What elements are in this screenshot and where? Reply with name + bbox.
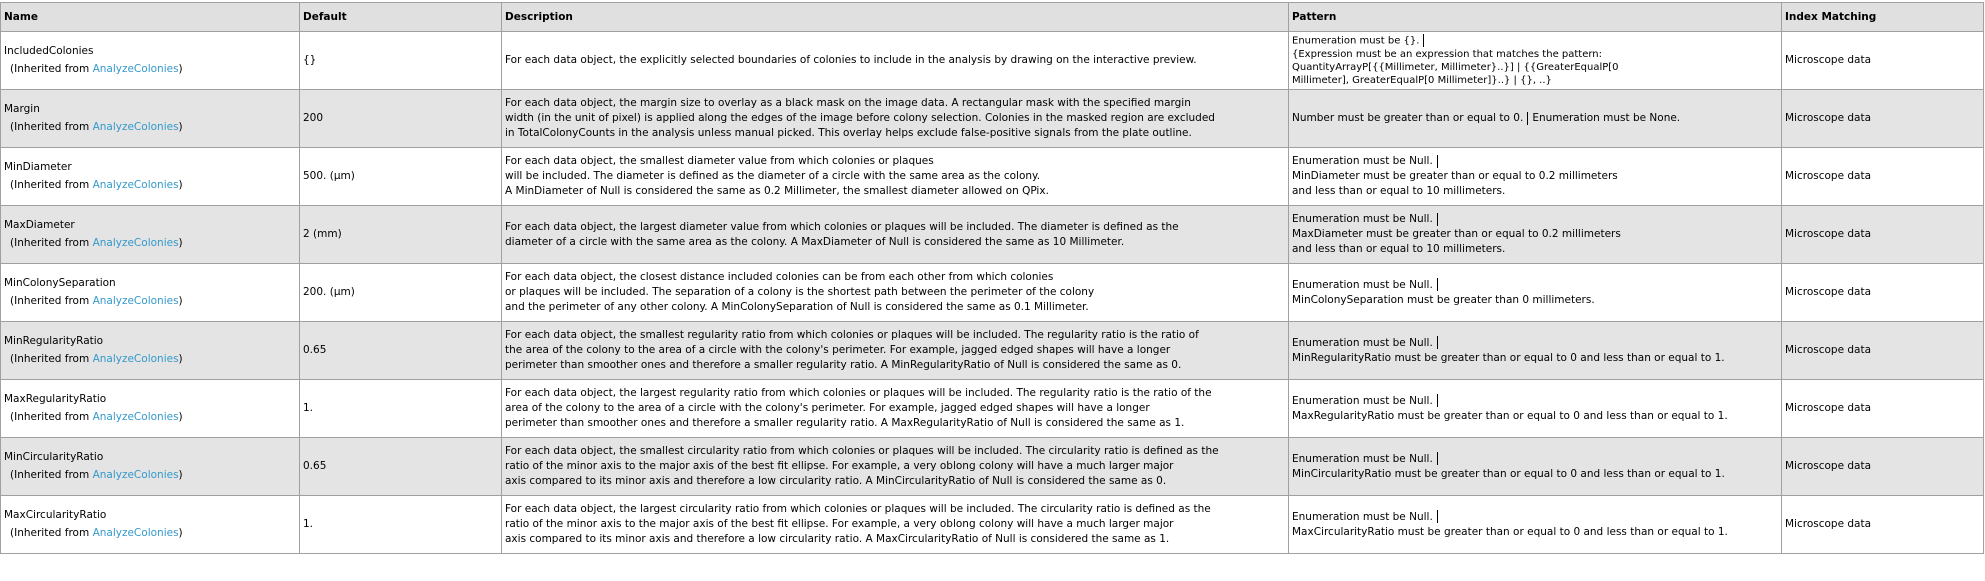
description-cell — [502, 438, 1289, 496]
pattern-line — [1292, 74, 1778, 87]
inherited-note — [4, 62, 296, 77]
inherited-prefix: (Inherited from — [10, 353, 93, 365]
description-line: ratio of the minor axis to the major axis of the best fit ellipse. For example, a very oblong colony will have a much larger major — [505, 518, 1174, 530]
pattern-separator — [1437, 394, 1438, 407]
description-cell — [502, 32, 1289, 90]
inherited-link[interactable]: AnalyzeColonies — [92, 295, 179, 307]
pattern-text: MinCircularityRatio must be greater than or equal to 0 and less than or equal to 1. — [1292, 467, 1725, 480]
default-value: 0.65 — [300, 322, 502, 380]
index-matching-value: Microscope data — [1782, 322, 1984, 380]
header-description: Description — [502, 3, 1289, 32]
option-name-cell — [1, 32, 300, 90]
pattern-separator — [1437, 155, 1438, 168]
option-name-cell — [1, 496, 300, 554]
table-body — [1, 32, 1984, 554]
inherited-prefix: (Inherited from — [10, 295, 93, 307]
header-index-matching: Index Matching — [1782, 3, 1984, 32]
inherited-prefix: (Inherited from — [10, 469, 93, 481]
description-line: area of the colony to the area of a circle with the colony's perimeter. For example, jagged edged shapes will have a longer — [505, 402, 1150, 414]
option-name: Margin — [4, 103, 40, 115]
pattern-line — [1292, 510, 1778, 525]
default-value: {} — [300, 32, 502, 90]
pattern-text: MinRegularityRatio must be greater than or equal to 0 and less than or equal to 1. — [1292, 351, 1725, 364]
pattern-text: Enumeration must be Null. — [1292, 213, 1433, 225]
index-matching-value: Microscope data — [1782, 206, 1984, 264]
pattern-line — [1292, 409, 1778, 424]
pattern-text: MinColonySeparation must be greater than 0 millimeters. — [1292, 293, 1595, 306]
pattern-line — [1292, 227, 1778, 242]
option-name: MinRegularityRatio — [4, 335, 104, 347]
option-name-cell — [1, 322, 300, 380]
inherited-prefix: (Inherited from — [10, 63, 93, 75]
header-pattern: Pattern — [1289, 3, 1782, 32]
inherited-note — [4, 352, 296, 367]
description-line: will be included. The diameter is defined as the diameter of a circle with the same area as the colony. — [505, 170, 1041, 182]
description-cell — [502, 264, 1289, 322]
inherited-note — [4, 468, 296, 483]
table-row — [1, 322, 1984, 380]
pattern-separator — [1423, 34, 1424, 47]
inherited-suffix: ) — [178, 469, 183, 481]
option-name-cell — [1, 148, 300, 206]
pattern-separator — [1437, 510, 1438, 523]
table-row — [1, 32, 1984, 90]
option-name: IncludedColonies — [4, 45, 94, 57]
option-name-cell — [1, 264, 300, 322]
index-matching-value: Microscope data — [1782, 32, 1984, 90]
pattern-line — [1292, 111, 1778, 126]
description-line: width (in the unit of pixel) is applied along the edges of the image before colony selection. Colonies in the masked region are excluded — [505, 112, 1215, 124]
description-cell — [502, 206, 1289, 264]
pattern-line — [1292, 467, 1778, 482]
inherited-note — [4, 410, 296, 425]
pattern-text: Enumeration must be {}. — [1292, 35, 1420, 47]
description-cell — [502, 496, 1289, 554]
inherited-suffix: ) — [178, 63, 183, 75]
description-line: the area of the colony to the area of a circle with the colony's perimeter. For example, jagged edged shapes will have a longer — [505, 344, 1171, 356]
option-name-cell — [1, 90, 300, 148]
header-name: Name — [1, 3, 300, 32]
pattern-line — [1292, 212, 1778, 227]
inherited-link[interactable]: AnalyzeColonies — [92, 179, 179, 191]
pattern-text: MaxCircularityRatio must be greater than or equal to 0 and less than or equal to 1. — [1292, 525, 1728, 538]
pattern-cell — [1289, 322, 1782, 380]
table-row — [1, 148, 1984, 206]
pattern-text: MinDiameter must be greater than or equal to 0.2 millimeters — [1292, 170, 1618, 182]
description-cell — [502, 148, 1289, 206]
index-matching-value: Microscope data — [1782, 264, 1984, 322]
inherited-prefix: (Inherited from — [10, 179, 93, 191]
pattern-text: and less than or equal to 10 millimeters. — [1292, 243, 1506, 255]
description-line: axis compared to its minor axis and therefore a low circularity ratio. A MinCircularityRatio of Null is considered the same as 0. — [505, 475, 1167, 487]
pattern-line — [1292, 154, 1778, 169]
option-name-cell — [1, 380, 300, 438]
pattern-line — [1292, 242, 1778, 257]
index-matching-value: Microscope data — [1782, 496, 1984, 554]
pattern-text: MaxRegularityRatio must be greater than or equal to 0 and less than or equal to 1. — [1292, 409, 1728, 422]
pattern-cell — [1289, 206, 1782, 264]
description-line: For each data object, the smallest circularity ratio from which colonies or plaques will be included. The circularity ratio is defined as the — [505, 445, 1219, 457]
default-value: 200. (μm) — [300, 264, 502, 322]
default-value: 500. (μm) — [300, 148, 502, 206]
inherited-suffix: ) — [178, 295, 183, 307]
description-line: in TotalColonyCounts in the analysis unless manual picked. This overlay helps exclude false-positive signals from the plate outline. — [505, 127, 1192, 139]
pattern-line — [1292, 351, 1778, 366]
description-line: perimeter than smoother ones and therefore a smaller regularity ratio. A MinRegularityRatio of Null is considered the same as 0. — [505, 359, 1182, 371]
pattern-line — [1292, 184, 1778, 199]
inherited-note — [4, 526, 296, 541]
option-name: MinColonySeparation — [4, 277, 116, 289]
index-matching-value: Microscope data — [1782, 380, 1984, 438]
pattern-line — [1292, 394, 1778, 409]
description-line: For each data object, the largest circularity ratio from which colonies or plaques will be included. The circularity ratio is defined as the — [505, 503, 1211, 515]
inherited-link[interactable]: AnalyzeColonies — [92, 411, 179, 423]
pattern-text: {Expression must be an expression that matches the pattern: — [1292, 48, 1603, 60]
pattern-text: MaxDiameter must be greater than or equal to 0.2 millimeters — [1292, 228, 1621, 240]
pattern-cell — [1289, 264, 1782, 322]
description-line: diameter of a circle with the same area as the colony. A MaxDiameter of Null is considered the same as 10 Millimeter. — [505, 235, 1125, 248]
pattern-cell — [1289, 32, 1782, 90]
pattern-line — [1292, 452, 1778, 467]
inherited-prefix: (Inherited from — [10, 527, 93, 539]
inherited-link[interactable]: AnalyzeColonies — [92, 527, 179, 539]
option-name-cell — [1, 206, 300, 264]
option-name: MaxRegularityRatio — [4, 393, 107, 405]
pattern-text: Enumeration must be Null. — [1292, 452, 1433, 465]
pattern-text: Enumeration must be Null. — [1292, 510, 1433, 523]
pattern-separator — [1437, 278, 1438, 291]
option-name-cell — [1, 438, 300, 496]
pattern-line — [1292, 278, 1778, 293]
inherited-link[interactable]: AnalyzeColonies — [92, 63, 179, 75]
description-line: For each data object, the closest distance included colonies can be from each other from which colonies — [505, 271, 1054, 283]
table-row — [1, 496, 1984, 554]
pattern-separator — [1437, 213, 1438, 226]
inherited-suffix: ) — [178, 527, 183, 539]
pattern-line — [1292, 34, 1778, 48]
index-matching-value: Microscope data — [1782, 148, 1984, 206]
pattern-cell — [1289, 148, 1782, 206]
pattern-text: Enumeration must be Null. — [1292, 336, 1433, 349]
pattern-line — [1292, 525, 1778, 540]
pattern-text: QuantityArrayP[{{Millimeter, Millimeter}..}] | {{GreaterEqualP[0 — [1292, 61, 1619, 73]
inherited-suffix: ) — [178, 121, 183, 133]
description-cell — [502, 380, 1289, 438]
inherited-suffix: ) — [178, 237, 183, 249]
pattern-line — [1292, 293, 1778, 308]
option-name: MinCircularityRatio — [4, 451, 104, 463]
inherited-link[interactable]: AnalyzeColonies — [92, 469, 179, 481]
description-line: For each data object, the smallest regularity ratio from which colonies or plaques will be included. The regularity ratio is the ratio of — [505, 329, 1199, 341]
pattern-cell — [1289, 496, 1782, 554]
inherited-note — [4, 178, 296, 193]
pattern-text: and less than or equal to 10 millimeters. — [1292, 185, 1506, 197]
option-name: MaxCircularityRatio — [4, 509, 107, 521]
description-line: axis compared to its minor axis and therefore a low circularity ratio. A MaxCircularityRatio of Null is considered the same as 1. — [505, 533, 1170, 545]
description-line: For each data object, the smallest diameter value from which colonies or plaques — [505, 155, 934, 167]
inherited-suffix: ) — [178, 411, 183, 423]
description-line: perimeter than smoother ones and therefore a smaller regularity ratio. A MaxRegularityRatio of Null is considered the same as 1. — [505, 417, 1185, 429]
pattern-cell — [1289, 438, 1782, 496]
pattern-separator — [1437, 452, 1438, 465]
default-value: 2 (mm) — [300, 206, 502, 264]
pattern-text: Enumeration must be Null. — [1292, 394, 1433, 407]
pattern-text: Number must be greater than or equal to 0. — [1292, 112, 1524, 124]
table-row — [1, 380, 1984, 438]
index-matching-value: Microscope data — [1782, 90, 1984, 148]
pattern-text: Enumeration must be Null. — [1292, 278, 1433, 291]
description-cell — [502, 90, 1289, 148]
inherited-note — [4, 294, 296, 309]
inherited-prefix: (Inherited from — [10, 121, 93, 133]
inherited-note — [4, 120, 296, 135]
description-line: For each data object, the largest diameter value from which colonies or plaques will be included. The diameter is defined as the — [505, 220, 1179, 233]
inherited-link[interactable]: AnalyzeColonies — [92, 237, 179, 249]
default-value: 0.65 — [300, 438, 502, 496]
pattern-cell — [1289, 90, 1782, 148]
default-value: 200 — [300, 90, 502, 148]
description-line: A MinDiameter of Null is considered the same as 0.2 Millimeter, the smallest diameter allowed on QPix. — [505, 185, 1049, 197]
description-line: For each data object, the margin size to overlay as a black mask on the image data. A rectangular mask with the specified margin — [505, 97, 1191, 109]
description-line: and the perimeter of any other colony. A MinColonySeparation of Null is considered the same as 0.1 Millimeter. — [505, 301, 1089, 313]
options-table — [0, 2, 1984, 554]
option-name: MinDiameter — [4, 161, 72, 173]
inherited-suffix: ) — [178, 353, 183, 365]
pattern-cell — [1289, 380, 1782, 438]
description-line: or plaques will be included. The separation of a colony is the shortest path between the perimeter of the colony — [505, 286, 1095, 298]
pattern-separator — [1437, 336, 1438, 349]
pattern-separator — [1527, 112, 1528, 125]
inherited-note — [4, 236, 296, 251]
pattern-line — [1292, 48, 1778, 61]
inherited-suffix: ) — [178, 179, 183, 191]
inherited-prefix: (Inherited from — [10, 411, 93, 423]
option-name: MaxDiameter — [4, 219, 75, 231]
pattern-line — [1292, 61, 1778, 74]
inherited-link[interactable]: AnalyzeColonies — [92, 353, 179, 365]
table-row — [1, 206, 1984, 264]
pattern-text: Enumeration must be Null. — [1292, 155, 1433, 167]
pattern-line — [1292, 169, 1778, 184]
description-cell — [502, 322, 1289, 380]
inherited-prefix: (Inherited from — [10, 237, 93, 249]
index-matching-value: Microscope data — [1782, 438, 1984, 496]
pattern-line — [1292, 336, 1778, 351]
description-line: For each data object, the largest regularity ratio from which colonies or plaques will be included. The regularity ratio is the ratio of the — [505, 387, 1212, 399]
table-row — [1, 438, 1984, 496]
table-row — [1, 90, 1984, 148]
default-value: 1. — [300, 496, 502, 554]
table-row — [1, 264, 1984, 322]
description-line: For each data object, the explicitly selected boundaries of colonies to include in the analysis by drawing on the interactive preview. — [505, 54, 1197, 66]
header-default: Default — [300, 3, 502, 32]
pattern-text: Millimeter], GreaterEqualP[0 Millimeter]}..} | {}, ..} — [1292, 74, 1552, 86]
default-value: 1. — [300, 380, 502, 438]
description-line: ratio of the minor axis to the major axis of the best fit ellipse. For example, a very oblong colony will have a much larger major — [505, 460, 1174, 472]
inherited-link[interactable]: AnalyzeColonies — [92, 121, 179, 133]
header-row — [1, 3, 1984, 32]
pattern-text: Enumeration must be None. — [1532, 112, 1681, 124]
